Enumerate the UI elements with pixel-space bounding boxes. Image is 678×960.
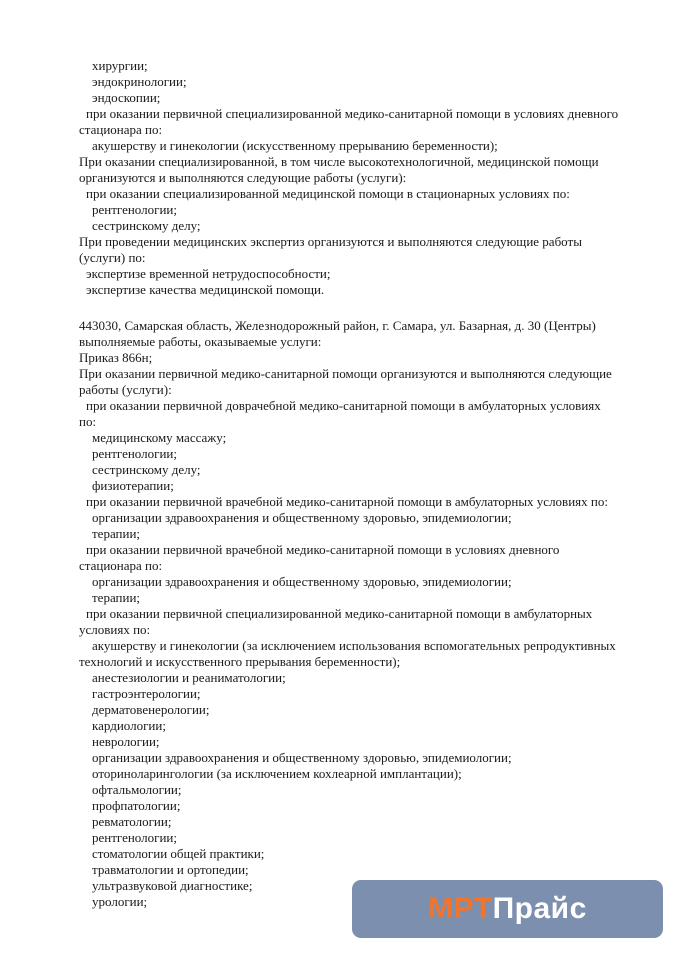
text-line: эндоскопии; bbox=[92, 90, 161, 105]
text-line: стационара по: bbox=[79, 122, 163, 137]
text-line: неврологии; bbox=[92, 734, 160, 749]
text-line: организуются и выполняются следующие работы (услуги): bbox=[79, 170, 407, 185]
text-line: технологий и искусственного прерывания беременности); bbox=[79, 654, 401, 669]
text-line: стоматологии общей практики; bbox=[92, 846, 265, 861]
text-line: анестезиологии и реаниматологии; bbox=[92, 670, 286, 685]
text-line: при оказании специализированной медицинской помощи в стационарных условиях по: bbox=[86, 186, 570, 201]
address-line: 443030, Самарская область, Железнодорожный район, г. Самара, ул. Базарная, д. 30 (Центры) bbox=[79, 318, 596, 333]
text-line: ревматологии; bbox=[92, 814, 172, 829]
text-line: ультразвуковой диагностике; bbox=[92, 878, 253, 893]
text-line: терапии; bbox=[92, 526, 141, 541]
text-line: урологии; bbox=[92, 894, 148, 909]
text-line: эндокринологии; bbox=[92, 74, 187, 89]
text-line: гастроэнтерологии; bbox=[92, 686, 201, 701]
watermark-part-mrt: МРТ bbox=[428, 892, 493, 925]
text-line: акушерству и гинекологии (искусственному прерыванию беременности); bbox=[92, 138, 498, 153]
text-line: экспертизе временной нетрудоспособности; bbox=[86, 266, 331, 281]
text-line: по: bbox=[79, 414, 97, 429]
text-line: при оказании первичной специализированной медико-санитарной помощи в условиях дневного bbox=[86, 106, 619, 121]
text-line: экспертизе качества медицинской помощи. bbox=[86, 282, 325, 297]
text-line: дерматовенерологии; bbox=[92, 702, 210, 717]
text-line: акушерству и гинекологии (за исключением использования вспомогательных репродуктивных bbox=[92, 638, 616, 653]
text-line: хирургии; bbox=[92, 58, 148, 73]
text-line: сестринскому делу; bbox=[92, 462, 201, 477]
text-line: организации здравоохранения и общественному здоровью, эпидемиологии; bbox=[92, 574, 512, 589]
text-line: При оказании специализированной, в том числе высокотехнологичной, медицинской помощи bbox=[79, 154, 599, 169]
text-line: кардиологии; bbox=[92, 718, 166, 733]
text-line: при оказании первичной врачебной медико-санитарной помощи в условиях дневного bbox=[86, 542, 560, 557]
text-line: (услуги) по: bbox=[79, 250, 146, 265]
text-line: При оказании первичной медико-санитарной помощи организуются и выполняются следующие bbox=[79, 366, 612, 381]
text-line: стационара по: bbox=[79, 558, 163, 573]
text-line: рентгенологии; bbox=[92, 202, 177, 217]
watermark-part-price: Прайс bbox=[492, 892, 587, 925]
text-line: физиотерапии; bbox=[92, 478, 174, 493]
text-line: Приказ 866н; bbox=[79, 350, 153, 365]
text-line: рентгенологии; bbox=[92, 830, 177, 845]
text-line: травматологии и ортопедии; bbox=[92, 862, 249, 877]
text-line: рентгенологии; bbox=[92, 446, 177, 461]
text-line: оториноларингологии (за исключением кохлеарной имплантации); bbox=[92, 766, 462, 781]
text-line: работы (услуги): bbox=[79, 382, 172, 397]
text-line: профпатологии; bbox=[92, 798, 181, 813]
text-line: медицинскому массажу; bbox=[92, 430, 227, 445]
text-line: сестринскому делу; bbox=[92, 218, 201, 233]
text-line: организации здравоохранения и общественному здоровью, эпидемиологии; bbox=[92, 750, 512, 765]
text-line: при оказании первичной специализированной медико-санитарной помощи в амбулаторных bbox=[86, 606, 593, 621]
mrtprice-watermark-logo bbox=[352, 880, 663, 938]
text-line: организации здравоохранения и общественному здоровью, эпидемиологии; bbox=[92, 510, 512, 525]
text-line: при оказании первичной врачебной медико-санитарной помощи в амбулаторных условиях по: bbox=[86, 494, 608, 509]
text-line: офтальмологии; bbox=[92, 782, 182, 797]
text-line: терапии; bbox=[92, 590, 141, 605]
text-line: условиях по: bbox=[79, 622, 151, 637]
text-line: При проведении медицинских экспертиз организуются и выполняются следующие работы bbox=[79, 234, 582, 249]
text-line: при оказании первичной доврачебной медико-санитарной помощи в амбулаторных условиях bbox=[86, 398, 601, 413]
text-line: выполняемые работы, оказываемые услуги: bbox=[79, 334, 322, 349]
